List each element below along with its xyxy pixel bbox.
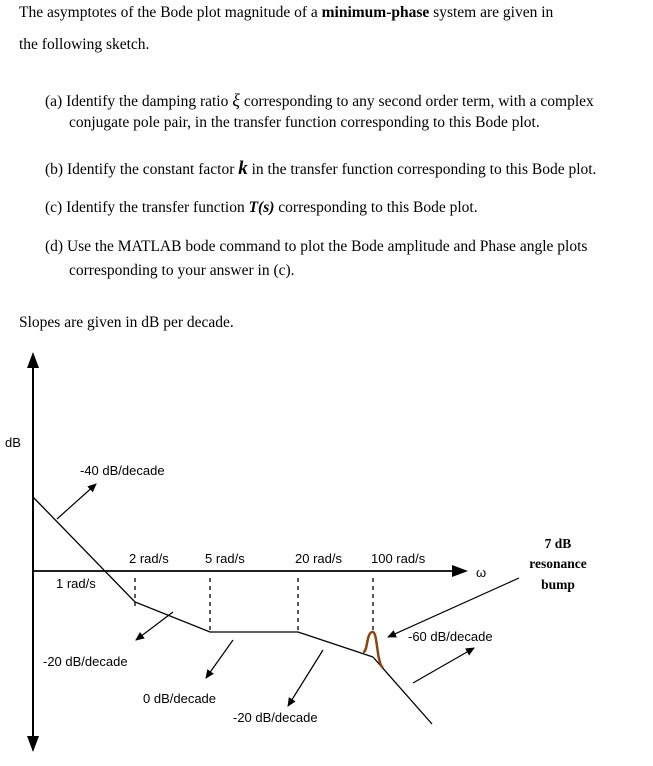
resonance-label-line-3: bump xyxy=(541,577,575,592)
slope-label-minus20-first: -20 dB/decade xyxy=(43,654,128,669)
slope-label-minus60: -60 dB/decade xyxy=(408,629,493,644)
ts-symbol: T(s) xyxy=(248,199,275,216)
intro-part2: system are given in xyxy=(429,4,554,21)
arrow-0db xyxy=(206,640,233,678)
slope-label-minus40: -40 dB/decade xyxy=(80,463,165,478)
item-b-prefix: (b) Identify the constant factor xyxy=(45,161,239,178)
x-axis-label: ω xyxy=(476,565,487,580)
intro-line-2: the following sketch. xyxy=(19,36,150,53)
resonance-label-line-1: 7 dB xyxy=(544,536,572,551)
freq-label-2: 2 rad/s xyxy=(129,551,169,566)
x-axis-arrow xyxy=(452,565,468,577)
k-symbol: k xyxy=(238,158,248,179)
item-a-line-2: conjugate pole pair, in the transfer function corresponding to this Bode plot. xyxy=(69,114,540,131)
arrow-minus20-first xyxy=(136,612,173,640)
item-d-line-1: (d) Use the MATLAB bode command to plot the Bode amplitude and Phase angle plots xyxy=(45,238,588,255)
freq-label-20: 20 rad/s xyxy=(295,551,342,566)
arrow-minus40 xyxy=(57,484,96,519)
arrow-minus60 xyxy=(413,648,474,683)
y-axis-arrow-top xyxy=(27,352,39,368)
resonance-label-line-2: resonance xyxy=(529,556,587,571)
freq-label-1: 1 rad/s xyxy=(56,576,96,591)
item-b-suffix: in the transfer function corresponding to this Bode plot. xyxy=(247,161,597,178)
intro-bold: minimum-phase xyxy=(321,4,430,21)
y-axis-label: dB xyxy=(5,435,21,450)
freq-label-100: 100 rad/s xyxy=(371,551,426,566)
item-a-suffix: corresponding to any second order term, with a complex xyxy=(239,93,594,110)
item-c-prefix: (c) Identify the transfer function xyxy=(45,199,249,216)
arrow-minus20-second xyxy=(288,650,323,706)
slope-label-0db: 0 dB/decade xyxy=(143,691,217,706)
slopes-note: Slopes are given in dB per decade. xyxy=(19,314,234,331)
intro-part1: The asymptotes of the Bode plot magnitude of a xyxy=(19,4,322,21)
freq-label-5: 5 rad/s xyxy=(205,551,245,566)
item-c-suffix: corresponding to this Bode plot. xyxy=(274,199,478,216)
resonance-bump-curve xyxy=(363,632,383,668)
y-axis-arrow-bottom xyxy=(27,736,39,752)
slope-label-minus20-second: -20 dB/decade xyxy=(233,710,318,725)
item-d-line-2: corresponding to your answer in (c). xyxy=(69,262,295,279)
item-a-prefix: (a) Identify the damping ratio xyxy=(45,93,233,110)
xi-symbol: ξ xyxy=(232,90,240,110)
